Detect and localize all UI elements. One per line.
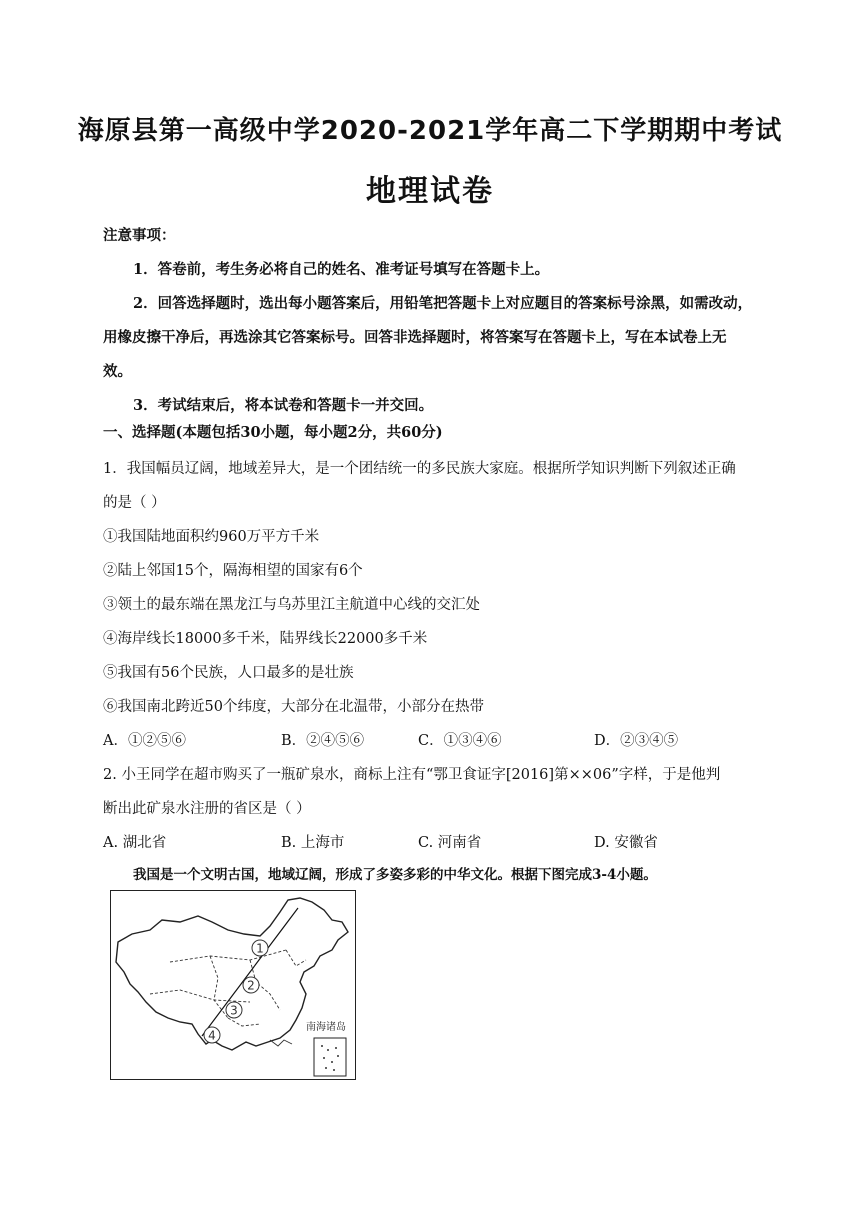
notice-item-2-line-1: 2．回答选择题时，选出每小题答案后，用铅笔把答题卡上对应题目的答案标号涂黑，如需改动，: [133, 295, 753, 312]
q1-statement: ②陆上邻国15个，隔海相望的国家有6个: [103, 563, 363, 579]
map-marker-1-label: 1: [256, 941, 264, 956]
q1-statement: ⑤我国有56个民族，人口最多的是壮族: [103, 665, 354, 681]
q1-statement: ①我国陆地面积约960万平方千米: [103, 529, 320, 545]
section-heading: 一、选择题(本题包括30小题，每小题2分，共60分): [103, 424, 443, 441]
q1-statement: ⑥我国南北跨近50个纬度，大部分在北温带，小部分在热带: [103, 699, 484, 715]
map-marker-3-label: 3: [230, 1003, 238, 1018]
notice-item-2-line-2: 用橡皮擦干净后，再选涂其它答案标号。回答非选择题时，将答案写在答题卡上，写在本试卷上无: [103, 329, 727, 346]
q1-option-a: A．①②⑤⑥: [103, 733, 186, 749]
q2-stem-line-1: 2. 小王同学在超市购买了一瓶矿泉水，商标上注有“鄂卫食证字[2016]第××06”字样，于是他判: [103, 767, 721, 783]
q2-option-c: C. 河南省: [418, 835, 482, 851]
map-marker-2-label: 2: [247, 978, 255, 993]
map-marker-4-label: 4: [208, 1028, 216, 1043]
q2-option-b: B. 上海市: [281, 835, 345, 851]
notice-item-1: 1．答卷前，考生务必将自己的姓名、准考证号填写在答题卡上。: [133, 261, 550, 278]
south-china-sea-inset: [314, 1038, 346, 1076]
notice-item-2-line-3: 效。: [103, 363, 132, 380]
notice-item-3: 3．考试结束后，将本试卷和答题卡一并交回。: [133, 397, 434, 414]
china-map-figure: [110, 890, 356, 1080]
notice-heading: 注意事项：: [103, 227, 176, 244]
q1-option-c: C．①③④⑥: [418, 733, 502, 749]
q1-statement: ④海岸线长18000多千米，陆界线长22000多千米: [103, 631, 428, 647]
q1-statement: ③领土的最东端在黑龙江与乌苏里江主航道中心线的交汇处: [103, 597, 480, 613]
q1-option-d: D．②③④⑤: [594, 733, 679, 749]
q1-option-b: B．②④⑤⑥: [281, 733, 365, 749]
q1-stem-line-2: 的是（ ）: [103, 495, 166, 511]
q2-option-d: D. 安徽省: [594, 835, 658, 851]
exam-title: 海原县第一高级中学2020-2021学年高二下学期期中考试: [77, 116, 783, 146]
exam-subject: 地理试卷: [366, 174, 494, 209]
q3-4-intro: 我国是一个文明古国，地域辽阔，形成了多姿多彩的中华文化。根据下图完成3-4小题。: [133, 867, 657, 883]
q2-stem-line-2: 断出此矿泉水注册的省区是（ ）: [103, 801, 311, 817]
south-china-sea-label: 南海诸岛: [306, 1022, 346, 1033]
q1-stem-line-1: 1．我国幅员辽阔，地域差异大，是一个团结统一的多民族大家庭。根据所学知识判断下列叙述正确: [103, 461, 736, 477]
q2-option-a: A. 湖北省: [103, 835, 167, 851]
